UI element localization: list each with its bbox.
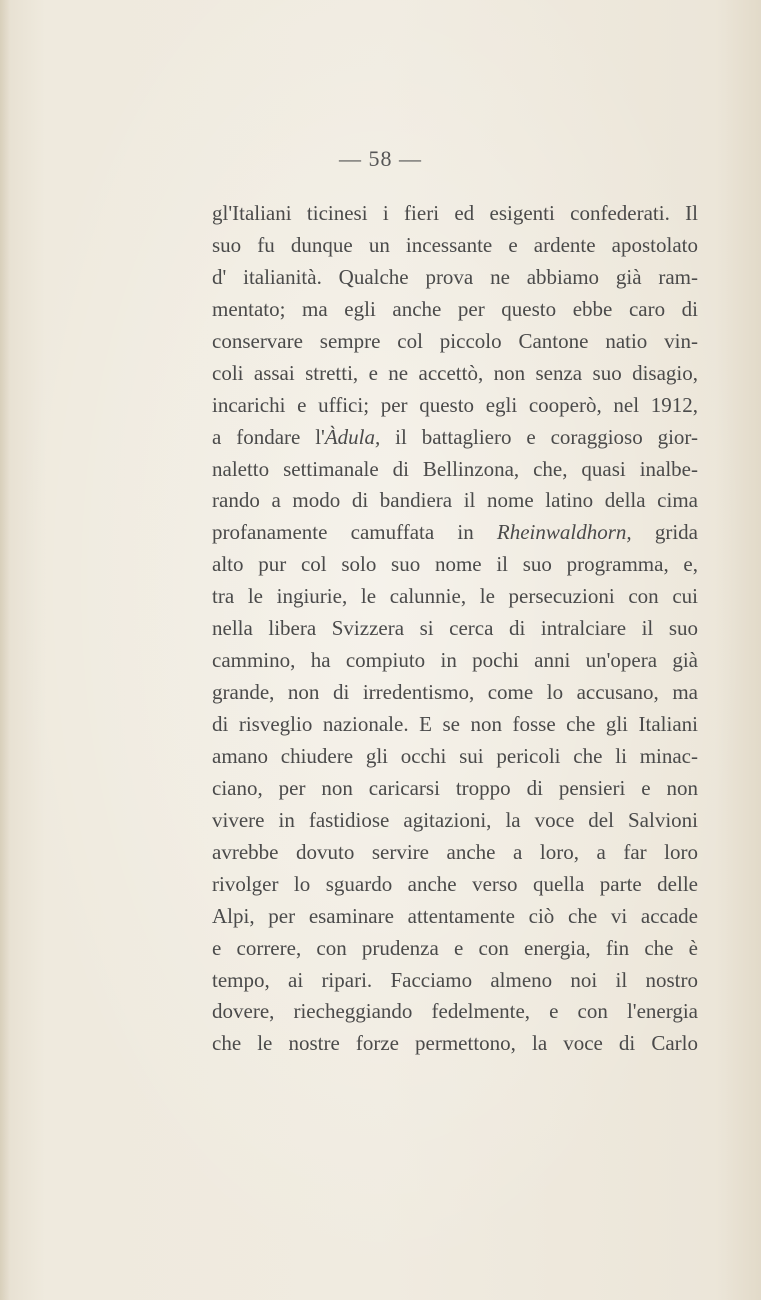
text-line: che le nostre forze permettono, la voce di Carlo: [212, 1031, 698, 1056]
text-line: e correre, con prudenza e con energia, fin che è: [212, 935, 698, 960]
text-line: vivere in fastidiose agitazioni, la voce del Salvioni: [212, 807, 698, 832]
text-line: dovere, riecheggiando fedelmente, e con l'energia: [212, 999, 698, 1024]
page-binding-edge: [0, 0, 10, 1300]
text-line: grande, non di irredentismo, come lo accusano, ma: [212, 680, 698, 705]
text-line: alto pur col solo suo nome il suo programma, e,: [212, 552, 698, 577]
text-line: incarichi e uffici; per questo egli cooperò, nel 1912,: [212, 392, 698, 417]
text-line: naletto settimanale di Bellinzona, che, quasi inalbe-: [212, 456, 698, 481]
page-number: — 58 —: [339, 146, 422, 171]
text-line: conservare sempre col piccolo Cantone natio vin-: [212, 328, 698, 353]
text-line: d' italianità. Qualche prova ne abbiamo già ram-: [212, 264, 698, 289]
text-line: tra le ingiurie, le calunnie, le persecuzioni con cui: [212, 584, 698, 609]
body-text: [212, 198, 698, 1060]
text-line: nella libera Svizzera si cerca di intralciare il suo: [212, 616, 698, 641]
text-line: di risveglio nazionale. E se non fosse che gli Italiani: [212, 712, 698, 736]
text-line: Alpi, per esaminare attentamente ciò che vi accade: [212, 903, 698, 928]
text-line: gl'Italiani ticinesi i fieri ed esigenti confederati. Il: [212, 201, 698, 225]
text-line: avrebbe dovuto servire anche a loro, a far loro: [212, 839, 698, 864]
text-line: ciano, per non caricarsi troppo di pensieri e non: [212, 775, 698, 800]
italic-name-rheinwaldhorn: Rheinwaldhorn,: [496, 520, 632, 545]
text-line: rivolger lo sguardo anche verso quella parte delle: [212, 871, 698, 896]
text-line: rando a modo di bandiera il nome latino della cima: [212, 488, 698, 513]
text-line: tempo, ai ripari. Facciamo almeno noi il nostro: [212, 967, 698, 992]
text-line: coli assai stretti, e ne accettò, non senza suo disagio,: [212, 360, 698, 385]
text-line: amano chiudere gli occhi sui pericoli che li minac-: [212, 743, 698, 768]
text-line: a fondare l'Àdula, il battagliero e coraggioso gior-: [212, 424, 698, 449]
text-line: profanamente camuffata in Rheinwaldhorn, grida: [212, 520, 698, 545]
text-line: mentato; ma egli anche per questo ebbe caro di: [212, 296, 698, 321]
text-line: cammino, ha compiuto in pochi anni un'opera già: [212, 648, 698, 673]
italic-title-adula: Àdula,: [324, 424, 381, 449]
text-line: suo fu dunque un incessante e ardente apostolato: [212, 232, 698, 257]
